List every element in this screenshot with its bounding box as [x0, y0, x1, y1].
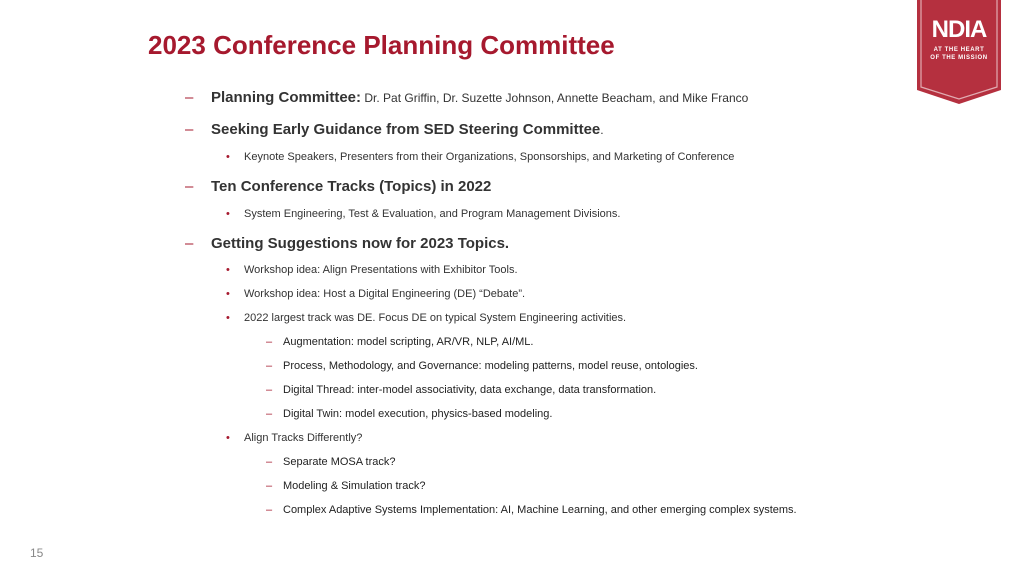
logo-brand: NDIA: [931, 16, 987, 43]
suggestion-3-text: 2022 largest track was DE. Focus DE on typical System Engineering activities.: [244, 312, 627, 324]
de-4-text: Digital Twin: model execution, physics-based modeling.: [283, 408, 553, 420]
dash-marker: –: [266, 456, 273, 468]
planning-names: Dr. Pat Griffin, Dr. Suzette Johnson, Annette Beacham, and Mike Franco: [361, 91, 749, 105]
dash-marker: –: [185, 89, 194, 106]
page-number: 15: [30, 546, 44, 560]
dash-marker: –: [266, 336, 273, 348]
dash-marker: –: [266, 504, 273, 516]
dot-marker: •: [226, 312, 230, 324]
tracks-sub-text: System Engineering, Test & Evaluation, and Program Management Divisions.: [244, 208, 621, 220]
slide-title: 2023 Conference Planning Committee: [148, 30, 615, 60]
ndia-logo: [917, 0, 1001, 104]
dash-marker: –: [185, 178, 194, 195]
dash-marker: –: [185, 121, 194, 138]
de-2-text: Process, Methodology, and Governance: modeling patterns, model reuse, ontologies.: [283, 360, 698, 372]
planning-label: Planning Committee:: [211, 89, 362, 106]
suggestions-text: Getting Suggestions now for 2023 Topics.: [211, 235, 510, 252]
de-3-text: Digital Thread: inter-model associativity, data exchange, data transformation.: [283, 384, 657, 396]
de-1-text: Augmentation: model scripting, AR/VR, NLP, AI/ML.: [283, 336, 534, 348]
dot-marker: •: [226, 264, 230, 276]
dash-marker: –: [266, 480, 273, 492]
logo-tagline-1: AT THE HEART: [933, 47, 985, 53]
suggestion-4-text: Align Tracks Differently?: [244, 432, 363, 444]
logo-tagline-2: OF THE MISSION: [930, 55, 988, 61]
dash-marker: –: [266, 360, 273, 372]
suggestion-2-text: Workshop idea: Host a Digital Engineering (DE) “Debate”.: [244, 288, 526, 300]
align-3-text: Complex Adaptive Systems Implementation: AI, Machine Learning, and other emerging complex systems.: [283, 504, 797, 516]
dot-marker: •: [226, 151, 230, 163]
tracks-text: Ten Conference Tracks (Topics) in 2022: [211, 178, 492, 195]
align-2-text: Modeling & Simulation track?: [283, 480, 426, 492]
dash-marker: –: [266, 408, 273, 420]
suggestion-1-text: Workshop idea: Align Presentations with Exhibitor Tools.: [244, 264, 518, 276]
dash-marker: –: [185, 235, 194, 252]
guidance-sub-text: Keynote Speakers, Presenters from their Organizations, Sponsorships, and Marketing of Conference: [244, 151, 735, 163]
dot-marker: •: [226, 288, 230, 300]
dot-marker: •: [226, 208, 230, 220]
guidance-text: Seeking Early Guidance from SED Steering Committee: [211, 121, 601, 138]
dash-marker: –: [266, 384, 273, 396]
align-1-text: Separate MOSA track?: [283, 456, 396, 468]
guidance-period: .: [600, 123, 604, 137]
dot-marker: •: [226, 432, 230, 444]
